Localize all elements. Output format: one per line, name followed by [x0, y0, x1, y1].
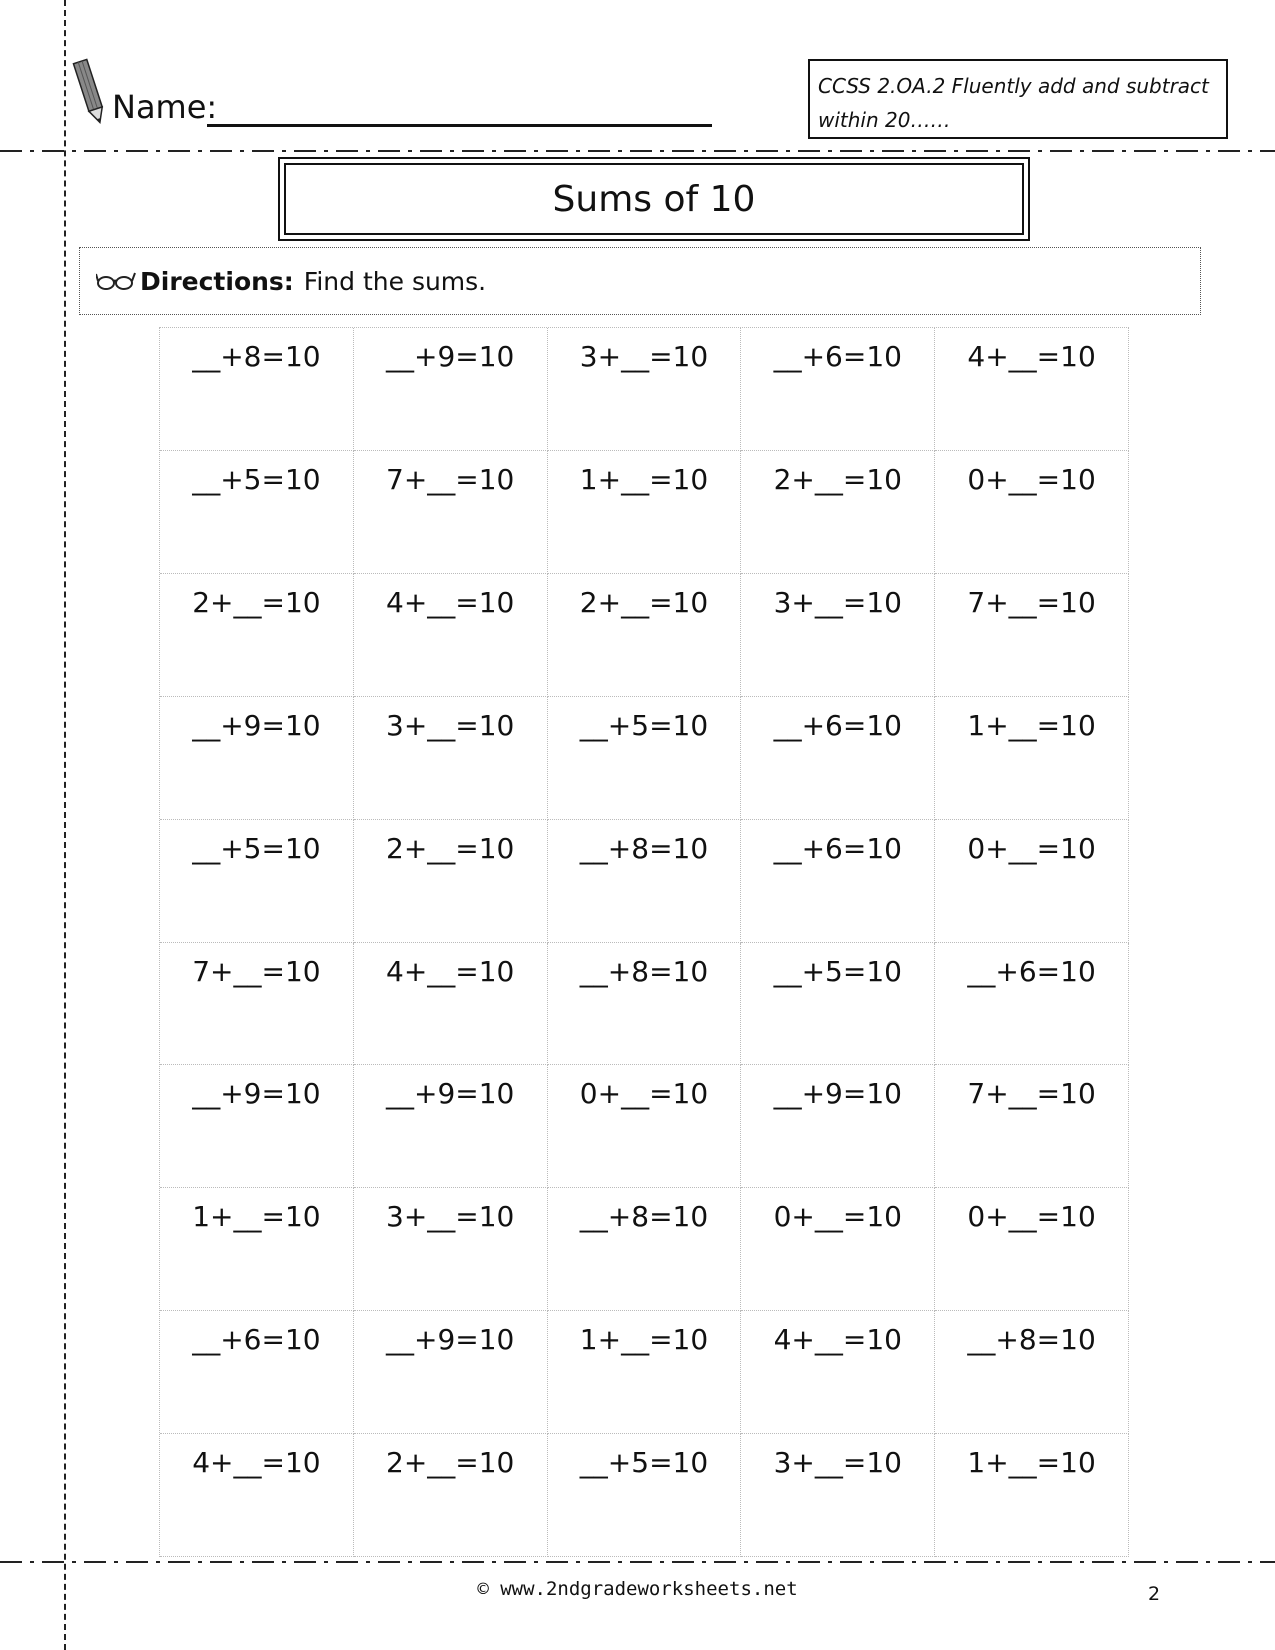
problem-cell[interactable]: __+5=10 — [548, 1434, 742, 1557]
problem-grid — [159, 327, 1129, 1557]
problem-cell[interactable]: 4+__=10 — [354, 574, 548, 697]
problem-cell[interactable]: 2+__=10 — [354, 1434, 548, 1557]
problem-cell[interactable]: __+9=10 — [354, 1065, 548, 1188]
problem-cell[interactable]: __+5=10 — [548, 697, 742, 820]
problem-cell[interactable]: 0+__=10 — [935, 820, 1129, 943]
problem-cell[interactable]: 7+__=10 — [160, 943, 354, 1066]
name-field[interactable] — [207, 124, 712, 127]
problem-cell[interactable]: __+9=10 — [160, 697, 354, 820]
problem-cell[interactable]: 4+__=10 — [160, 1434, 354, 1557]
problem-cell[interactable]: 2+__=10 — [741, 451, 935, 574]
problem-cell[interactable]: 0+__=10 — [741, 1188, 935, 1311]
problem-cell[interactable]: 1+__=10 — [935, 697, 1129, 820]
problem-cell[interactable]: __+9=10 — [354, 328, 548, 451]
problem-cell[interactable]: __+8=10 — [548, 943, 742, 1066]
problem-cell[interactable]: __+9=10 — [160, 1065, 354, 1188]
problem-cell[interactable]: __+9=10 — [354, 1311, 548, 1434]
problem-cell[interactable]: __+6=10 — [741, 328, 935, 451]
problem-cell[interactable]: __+5=10 — [160, 820, 354, 943]
problem-cell[interactable]: 7+__=10 — [935, 1065, 1129, 1188]
problem-cell[interactable]: 1+__=10 — [548, 1311, 742, 1434]
problem-cell[interactable]: 2+__=10 — [160, 574, 354, 697]
problem-cell[interactable]: 3+__=10 — [548, 328, 742, 451]
title-box — [278, 157, 1030, 241]
problem-cell[interactable]: __+5=10 — [160, 451, 354, 574]
problem-cell[interactable]: 3+__=10 — [354, 697, 548, 820]
page-title: Sums of 10 — [284, 163, 1024, 235]
name-label: Name: — [112, 88, 218, 126]
problem-cell[interactable]: 4+__=10 — [741, 1311, 935, 1434]
problem-cell[interactable]: __+8=10 — [548, 1188, 742, 1311]
problem-cell[interactable]: 3+__=10 — [741, 574, 935, 697]
problem-cell[interactable]: __+5=10 — [741, 943, 935, 1066]
directions-box — [79, 247, 1201, 315]
bottom-cut-line — [0, 1561, 1275, 1563]
problem-cell[interactable]: __+6=10 — [741, 697, 935, 820]
problem-cell[interactable]: 3+__=10 — [741, 1434, 935, 1557]
problem-cell[interactable]: 4+__=10 — [354, 943, 548, 1066]
ccss-line-1: CCSS 2.OA.2 Fluently add and subtract — [818, 74, 1209, 98]
problem-cell[interactable]: __+6=10 — [160, 1311, 354, 1434]
problem-cell[interactable]: __+8=10 — [548, 820, 742, 943]
problem-cell[interactable]: 2+__=10 — [548, 574, 742, 697]
ccss-line-2: within 20…… — [818, 108, 951, 132]
problem-cell[interactable]: 0+__=10 — [935, 1188, 1129, 1311]
glasses-icon — [96, 270, 136, 292]
problem-cell[interactable]: __+8=10 — [935, 1311, 1129, 1434]
top-cut-line — [0, 150, 1275, 152]
problem-cell[interactable]: 7+__=10 — [354, 451, 548, 574]
problem-cell[interactable]: __+8=10 — [160, 328, 354, 451]
problem-cell[interactable]: __+6=10 — [935, 943, 1129, 1066]
page-number: 2 — [1148, 1583, 1161, 1605]
problem-cell[interactable]: 1+__=10 — [548, 451, 742, 574]
problem-cell[interactable]: 1+__=10 — [935, 1434, 1129, 1557]
problem-cell[interactable]: 4+__=10 — [935, 328, 1129, 451]
directions-label: Directions: — [140, 266, 294, 296]
directions-text: Find the sums. — [303, 266, 487, 296]
pencil-icon — [70, 56, 110, 128]
problem-cell[interactable]: __+6=10 — [741, 820, 935, 943]
copyright-footer: © www.2ndgradeworksheets.net — [477, 1578, 798, 1600]
problem-cell[interactable]: 0+__=10 — [935, 451, 1129, 574]
problem-cell[interactable]: 3+__=10 — [354, 1188, 548, 1311]
vertical-cut-line — [64, 0, 66, 1650]
ccss-standard-box — [808, 59, 1228, 139]
problem-cell[interactable]: 0+__=10 — [548, 1065, 742, 1188]
problem-cell[interactable]: __+9=10 — [741, 1065, 935, 1188]
problem-cell[interactable]: 7+__=10 — [935, 574, 1129, 697]
problem-cell[interactable]: 1+__=10 — [160, 1188, 354, 1311]
problem-cell[interactable]: 2+__=10 — [354, 820, 548, 943]
